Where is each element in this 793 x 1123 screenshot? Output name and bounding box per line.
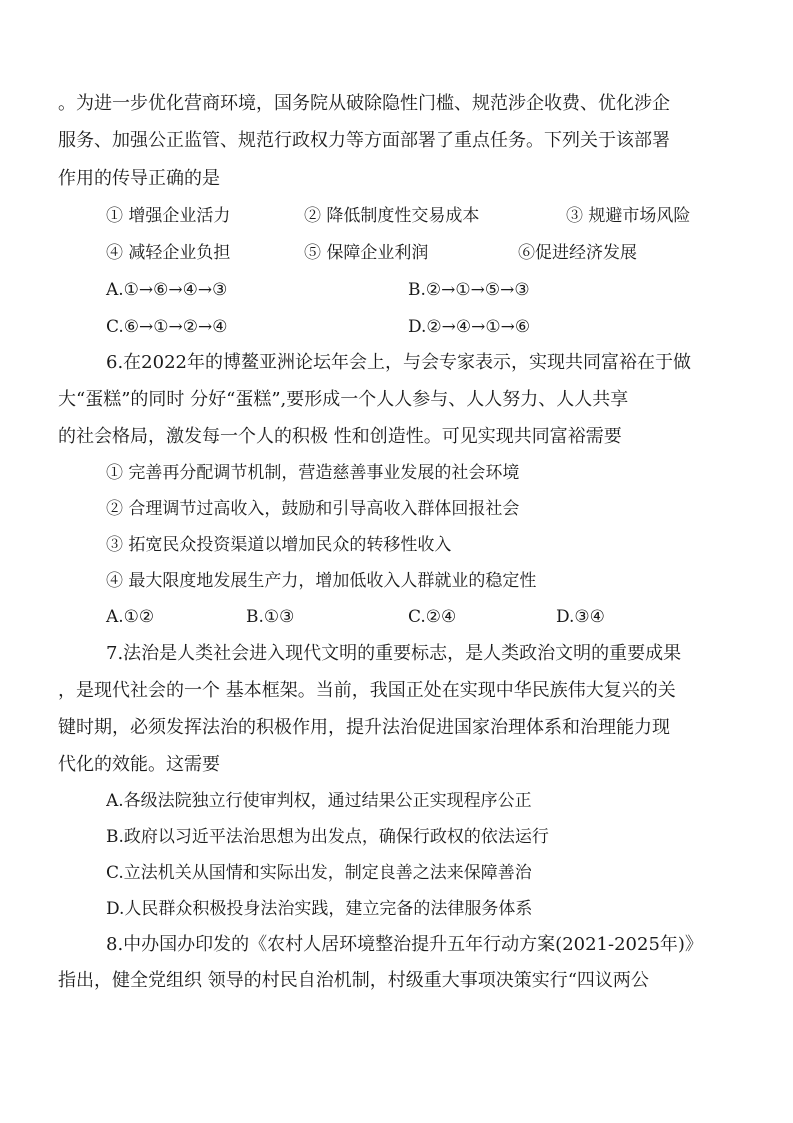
q5-choice-c: C.⑥→①→②→④: [106, 317, 228, 337]
q7-choice-c: C.立法机关从国情和实际出发，制定良善之法来保障善治: [106, 863, 532, 883]
q7-stem-line: 7.法治是人类社会进入现代文明的重要标志，是人类政治文明的重要成果: [106, 643, 682, 664]
q6-stem-line: 的社会格局，激发每一个人的积极 性和创造性。可见实现共同富裕需要: [58, 426, 622, 447]
q5-stem-line: 作用的传导正确的是: [58, 168, 220, 189]
q7-stem-line: 键时期，必须发挥法治的积极作用，提升法治促进国家治理体系和治理能力现: [58, 717, 670, 738]
q6-choice-d: D.③④: [556, 607, 605, 627]
q6-choice-b: B.①③: [246, 607, 295, 627]
q7-stem-line: 代化的效能。这需要: [58, 754, 220, 775]
q6-stem-line: 大“蛋糕”的同时 分好“蛋糕”,要形成一个人人参与、人人努力、人人共享: [58, 389, 629, 410]
q7-stem-line: ，是现代社会的一个 基本框架。当前，我国正处在实现中华民族伟大复兴的关: [58, 680, 676, 701]
q6-stem-line: 6.在2022年的博鳌亚洲论坛年会上，与会专家表示，实现共同富裕在于做: [106, 352, 691, 373]
q7-choice-a: A.各级法院独立行使审判权，通过结果公正实现程序公正: [106, 791, 532, 811]
q5-choice-d: D.②→④→①→⑥: [408, 317, 531, 337]
q7-choice-b: B.政府以习近平法治思想为出发点，确保行政权的依法运行: [106, 827, 549, 847]
q5-choice-b: B.②→①→⑤→③: [408, 280, 530, 300]
q6-choice-a: A.①②: [106, 607, 155, 627]
q5-item: ③ 规避市场风险: [566, 206, 691, 226]
q5-item: ① 增强企业活力: [106, 206, 231, 226]
q5-choice-a: A.①→⑥→④→③: [106, 280, 228, 300]
q5-stem-line: 服务、加强公正监管、规范行政权力等方面部署了重点任务。下列关于该部署: [58, 130, 670, 151]
q8-stem-line: 指出，健全党组织 领导的村民自治机制，村级重大事项决策实行“四议两公: [58, 970, 649, 991]
q6-item: ④ 最大限度地发展生产力，增加低收入人群就业的稳定性: [106, 571, 537, 591]
q6-item: ① 完善再分配调节机制，营造慈善事业发展的社会环境: [106, 463, 520, 483]
q6-item: ③ 拓宽民众投资渠道以增加民众的转移性收入: [106, 535, 452, 555]
q5-item: ⑥促进经济发展: [518, 243, 637, 263]
q6-item: ② 合理调节过高收入，鼓励和引导高收入群体回报社会: [106, 499, 520, 519]
q5-item: ② 降低制度性交易成本: [304, 206, 480, 226]
q5-item: ⑤ 保障企业利润: [304, 243, 429, 263]
q5-stem-line: 。为进一步优化营商环境，国务院从破除隐性门槛、规范涉企收费、优化涉企: [58, 93, 670, 114]
q8-stem-line: 8.中办国办印发的《农村人居环境整治提升五年行动方案(2021-2025年)》: [106, 934, 703, 955]
q7-choice-d: D.人民群众积极投身法治实践，建立完备的法律服务体系: [106, 899, 533, 919]
q6-choice-c: C.②④: [408, 607, 457, 627]
q5-item: ④ 减轻企业负担: [106, 243, 231, 263]
